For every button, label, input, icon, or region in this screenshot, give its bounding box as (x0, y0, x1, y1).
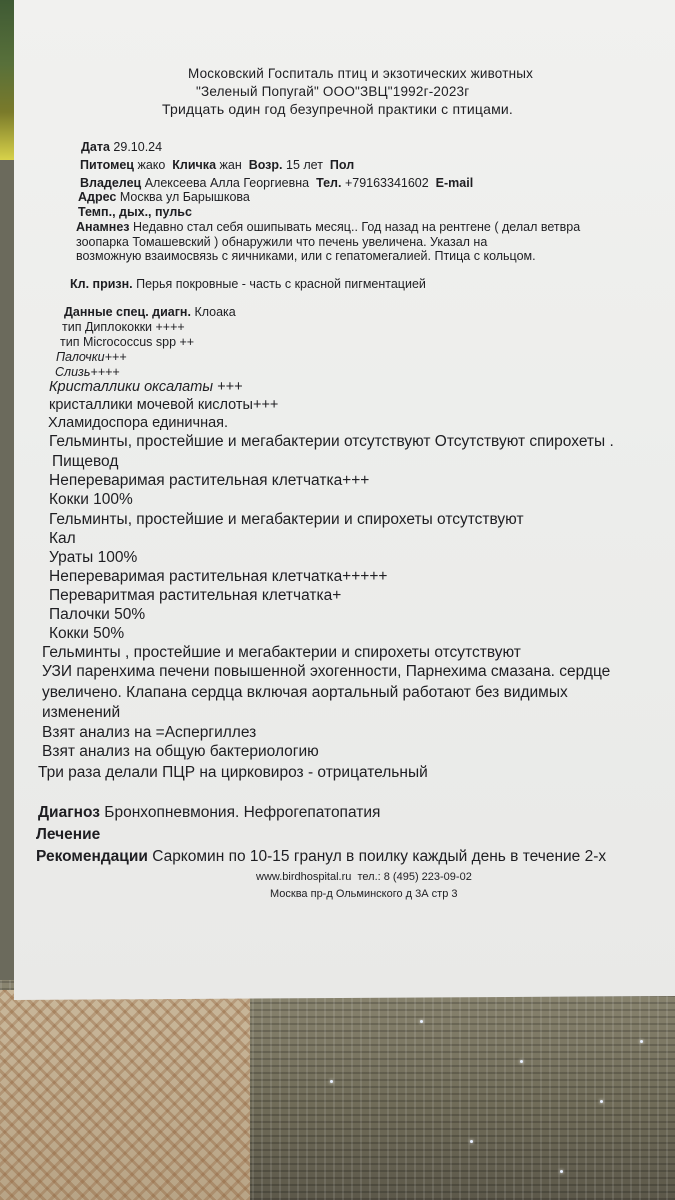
finding-line: Слизь++++ (55, 365, 120, 379)
address-value: Москва ул Барышкова (119, 190, 250, 204)
finding-line: Переваритмая растительная клетчатка+ (49, 587, 342, 604)
finding-line: УЗИ паренхима печени повышенной эхогенности, Парнехима смазана. сердце (42, 663, 611, 680)
nickname-value: жан (219, 158, 242, 172)
date-row (81, 140, 162, 154)
tel-value: +79163341602 (344, 176, 429, 190)
anamnesis-text-1: Недавно стал себя ошипывать месяц.. Год назад на рентгене ( делал ветвра (132, 220, 581, 234)
embroidered-cloth (0, 990, 250, 1200)
finding-line: Палочки 50% (49, 606, 146, 623)
nickname-label: Кличка (172, 158, 217, 172)
anamnesis-row (76, 220, 580, 234)
pet-value: жако (137, 158, 166, 172)
clinic-slogan: Тридцать один год безупречной практики с птицами. (162, 101, 514, 117)
footer-phone: тел.: 8 (495) 223-09-02 (357, 871, 472, 883)
footer-website: www.birdhospital.ru (256, 871, 352, 883)
date-label: Дата (81, 140, 110, 154)
finding-line: Кал (49, 530, 76, 547)
finding-line: тип Диплококки ++++ (62, 320, 185, 334)
glitter-dot (420, 1020, 423, 1023)
pet-row (80, 158, 354, 172)
finding-line: Кокки 100% (49, 491, 133, 508)
finding-line: Палочки+++ (56, 350, 127, 364)
treatment-label: Лечение (36, 826, 101, 843)
owner-value: Алексеева Алла Георгиевна (144, 176, 310, 190)
glitter-dot (470, 1140, 473, 1143)
finding-line: изменений (42, 704, 121, 721)
finding-line: Взят анализ на общую бактериологию (42, 743, 319, 760)
recommendations-value: Саркомин по 10-15 гранул в поилку каждый день в течение 2-х (152, 848, 607, 865)
sex-label: Пол (329, 158, 355, 172)
diagnosis-label: Диагноз (38, 804, 100, 821)
address-row (78, 190, 250, 204)
recommendations-label: Рекомендации (36, 848, 148, 865)
owner-row (80, 176, 473, 190)
vitals-label: Темп., дых., пульс (78, 205, 192, 219)
age-value: 15 лет (286, 158, 323, 172)
finding-line: Гельминты, простейшие и мегабактерии отсутствуют Отсутствуют спирохеты . (49, 433, 614, 450)
vitals-row (78, 205, 192, 219)
anamnesis-text-2: зоопарка Томашевский ) обнаружили что печень увеличена. Указал на (76, 235, 488, 249)
finding-line: Пищевод (52, 453, 119, 470)
address-label: Адрес (78, 190, 117, 204)
age-label: Возр. (248, 158, 283, 172)
anamnesis-label: Анамнез (76, 220, 130, 234)
finding-line: Непереваримая растительная клетчатка+++ (49, 472, 370, 489)
email-label: E-mail (435, 176, 474, 190)
diagnosis-row (38, 804, 380, 822)
finding-line: Три раза делали ПЦР на цирковироз - отрицательный (38, 764, 428, 781)
special-diagnostics-label: Данные спец. диагн. (64, 305, 191, 319)
clinical-signs-value: Перья покровные - часть с красной пигментацией (136, 277, 426, 291)
clinic-name: Московский Госпиталь птиц и экзотических животных (188, 66, 534, 81)
finding-line: Ураты 100% (49, 549, 138, 566)
finding-line: кристаллики мочевой кислоты+++ (49, 397, 279, 413)
clinic-legal-name: "Зеленый Попугай" ООО"ЗВЦ"1992г-2023г (196, 84, 470, 99)
tel-label: Тел. (316, 176, 342, 190)
diagnosis-value: Бронхопневмония. Нефрогепатопатия (104, 804, 381, 821)
clinical-signs-label: Кл. призн. (70, 277, 133, 291)
finding-line: увеличено. Клапана сердца включая аортальный работают без видимых (42, 684, 568, 701)
glitter-dot (560, 1170, 563, 1173)
finding-line: Хламидоспора единичная. (48, 415, 229, 431)
finding-line: Кокки 50% (49, 625, 125, 642)
glitter-dot (640, 1040, 643, 1043)
clinical-signs-row (70, 277, 426, 291)
glitter-dot (520, 1060, 523, 1063)
recommendations-row (36, 848, 606, 866)
footer-contacts (256, 871, 472, 883)
special-diagnostics-row (64, 305, 236, 319)
finding-line: Кристаллики оксалаты +++ (49, 379, 243, 395)
finding-line: Гельминты, простейшие и мегабактерии и спирохеты отсутствуют (49, 511, 524, 528)
owner-label: Владелец (80, 176, 142, 190)
pet-label: Питомец (80, 158, 134, 172)
glitter-dot (600, 1100, 603, 1103)
footer-address: Москва пр-д Ольминского д 3А стр 3 (270, 888, 458, 900)
anamnesis-text-3: возможную взаимосвязь с яичниками, или с гепатомегалией. Птица с кольцом. (76, 249, 536, 263)
treatment-row (36, 826, 100, 844)
finding-line: Гельминты , простейшие и мегабактерии и спирохеты отсутствуют (42, 644, 521, 661)
finding-line: Непереваримая растительная клетчатка+++++ (49, 568, 388, 585)
finding-line: тип Micrococcus spp ++ (60, 335, 195, 349)
date-value: 29.10.24 (113, 140, 163, 154)
finding-line: Взят анализ на =Аспергиллез (42, 724, 257, 741)
special-diagnostics-value: Клоака (194, 305, 236, 319)
glitter-dot (330, 1080, 333, 1083)
